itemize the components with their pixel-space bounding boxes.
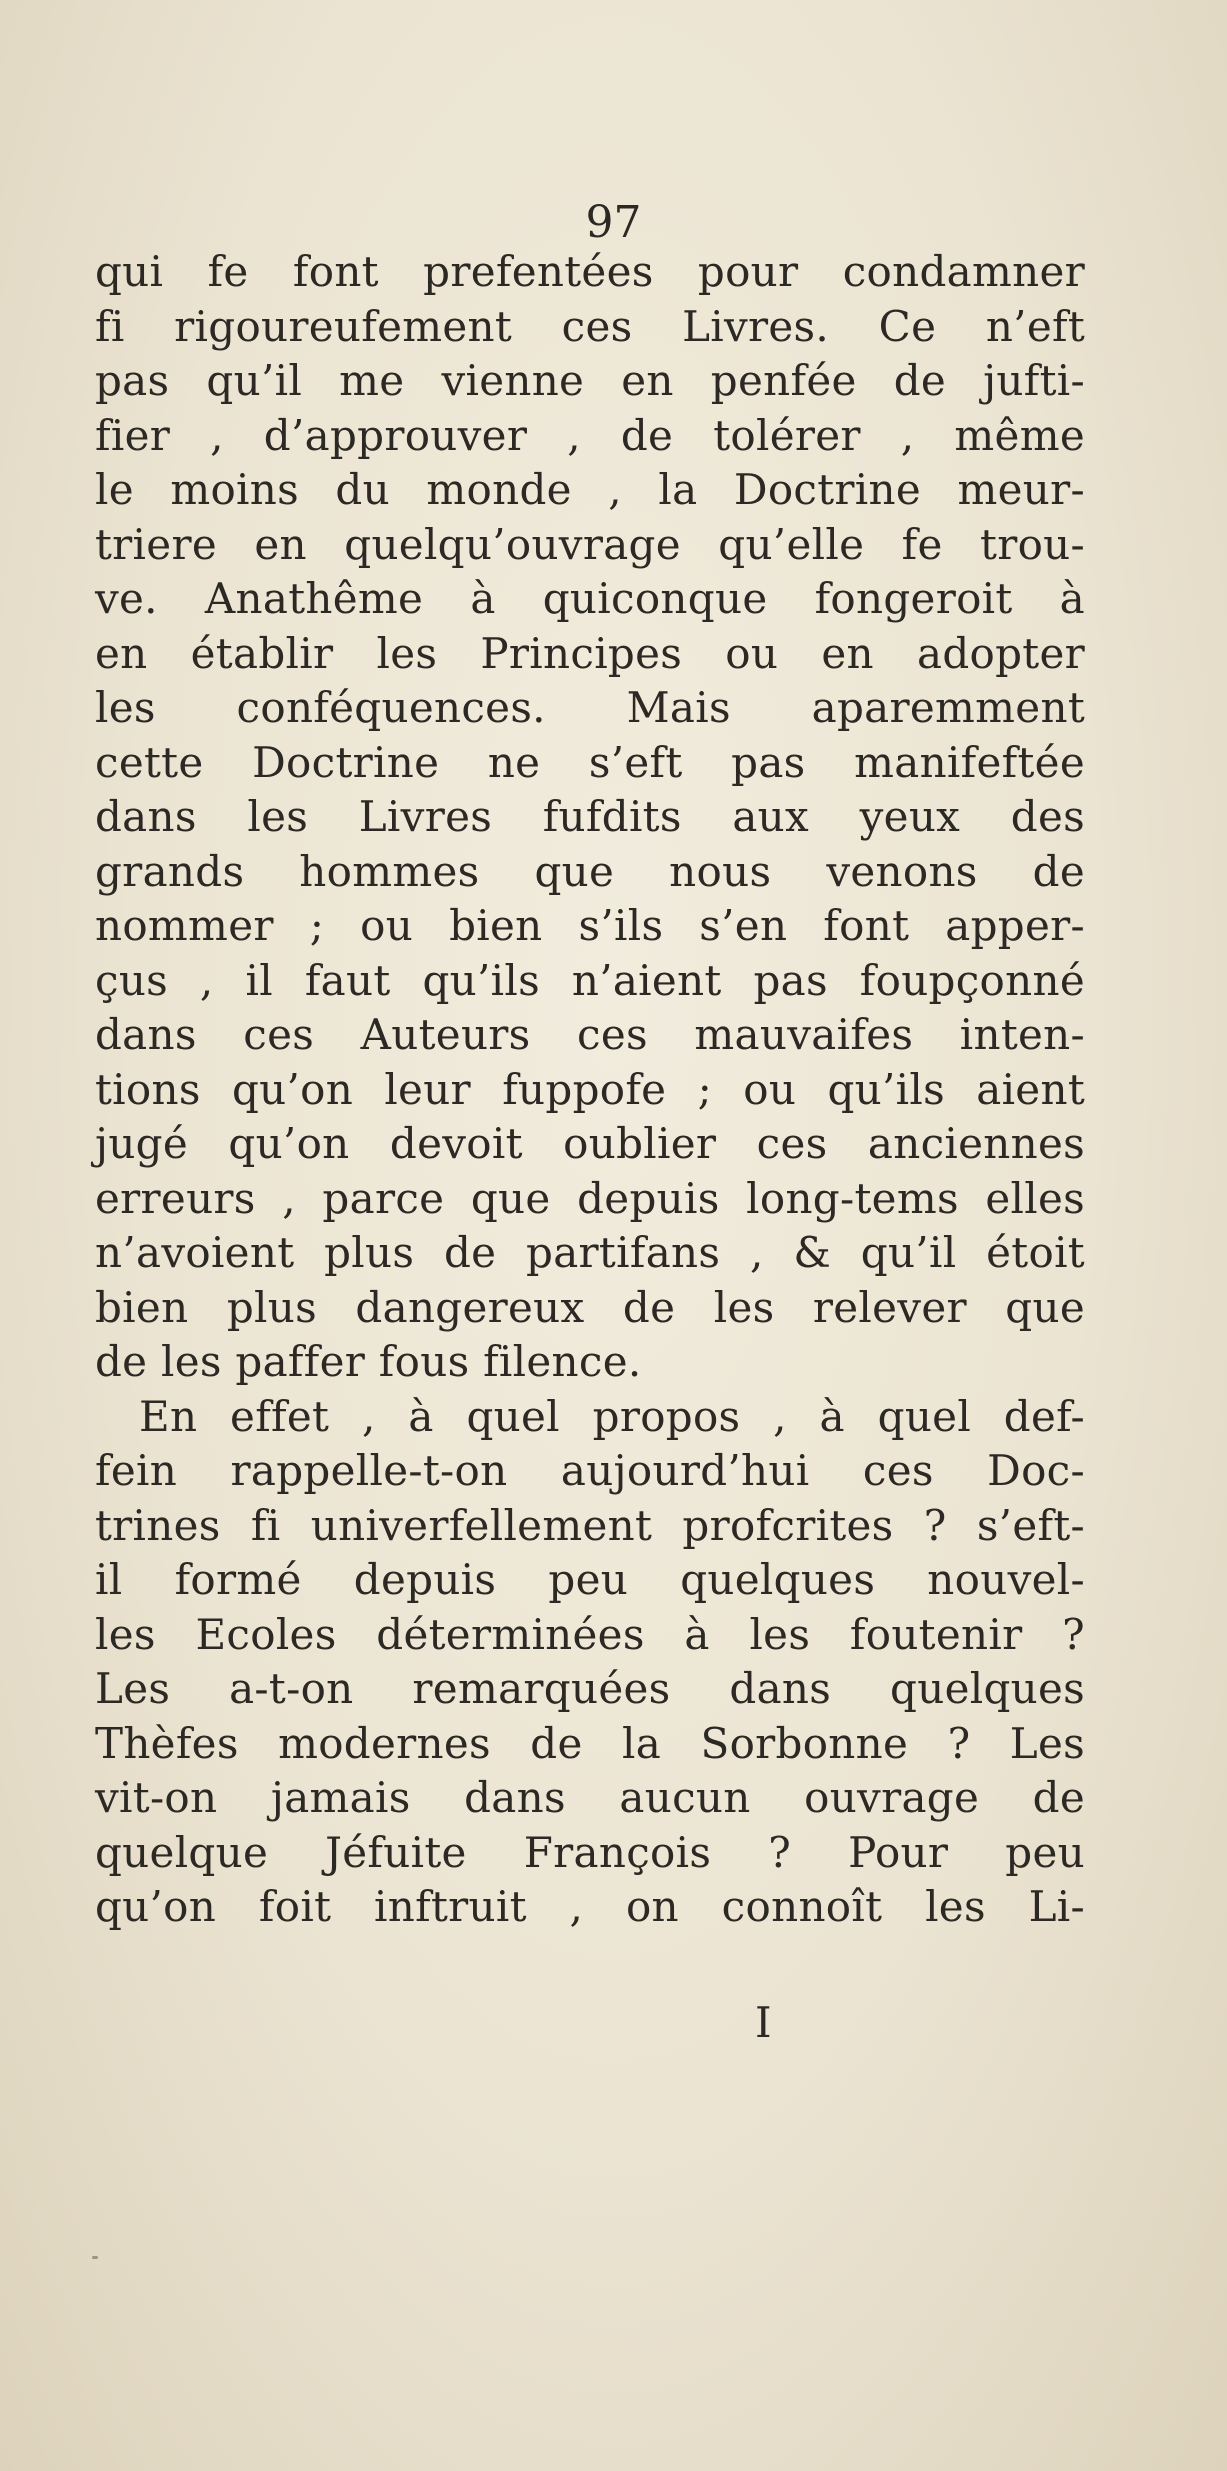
text-line: Thèfes modernes de la Sorbonne ? Les bbox=[95, 1718, 1085, 1768]
text-line: jugé qu’on devoit oublier ces anciennes bbox=[95, 1119, 1085, 1168]
text-line: qu’on foit inftruit , on connoît les Li- bbox=[95, 1882, 1085, 1931]
text-line: ve. Anathême à quiconque fongeroit à bbox=[95, 574, 1085, 623]
text-line: les Ecoles déterminées à les foutenir ? bbox=[95, 1609, 1085, 1659]
text-line: triere en quelqu’ouvrage qu’elle fe trou- bbox=[95, 519, 1085, 569]
page-number: 97 bbox=[585, 197, 642, 248]
text-line: fi rigoureufement ces Livres. Ce n’eft bbox=[95, 301, 1085, 351]
body-text bbox=[95, 245, 1085, 1935]
text-line: vit-on jamais dans aucun ouvrage de bbox=[95, 1773, 1085, 1822]
text-line: n’avoient plus de partifans , & qu’il étoit bbox=[95, 1228, 1085, 1277]
text-line: cette Doctrine ne s’eft pas manifeftée bbox=[95, 737, 1085, 787]
text-line: bien plus dangereux de les relever que bbox=[95, 1282, 1085, 1332]
text-line: erreurs , parce que depuis long-tems elles bbox=[95, 1173, 1085, 1223]
text-line: en établir les Principes ou en adopter bbox=[95, 628, 1085, 678]
text-line: trines fi univerfellement profcrites ? s’eft- bbox=[95, 1500, 1085, 1550]
signature-mark: I bbox=[755, 1998, 772, 2047]
text-line: pas qu’il me vienne en penfée de jufti- bbox=[95, 356, 1085, 405]
text-line: il formé depuis peu quelques nouvel- bbox=[95, 1555, 1085, 1604]
paper-speck bbox=[92, 2256, 98, 2259]
text-line: dans les Livres fufdits aux yeux des bbox=[95, 792, 1085, 841]
text-line: quelque Jéfuite François ? Pour peu bbox=[95, 1827, 1085, 1877]
paragraph-first-line: En effet , à quel propos , à quel def- bbox=[139, 1391, 1085, 1441]
text-line: çus , il faut qu’ils n’aient pas foupçonné bbox=[95, 955, 1085, 1005]
text-line: Les a-t-on remarquées dans quelques bbox=[95, 1664, 1085, 1713]
text-line: de les paffer fous filence. bbox=[95, 1337, 642, 1386]
text-line: tions qu’on leur fuppofe ; ou qu’ils aient bbox=[95, 1064, 1085, 1114]
text-line: grands hommes que nous venons de bbox=[95, 846, 1085, 896]
text-line: les conféquences. Mais aparemment bbox=[95, 683, 1085, 732]
text-line: dans ces Auteurs ces mauvaifes inten- bbox=[95, 1010, 1085, 1059]
text-line: le moins du monde , la Doctrine meur- bbox=[95, 465, 1085, 514]
text-line: fier , d’approuver , de tolérer , même bbox=[95, 410, 1085, 460]
text-line: qui fe font prefentées pour condamner bbox=[95, 247, 1085, 296]
text-line: fein rappelle-t-on aujourd’hui ces Doc- bbox=[95, 1446, 1085, 1495]
text-line: nommer ; ou bien s’ils s’en font apper- bbox=[95, 901, 1085, 950]
